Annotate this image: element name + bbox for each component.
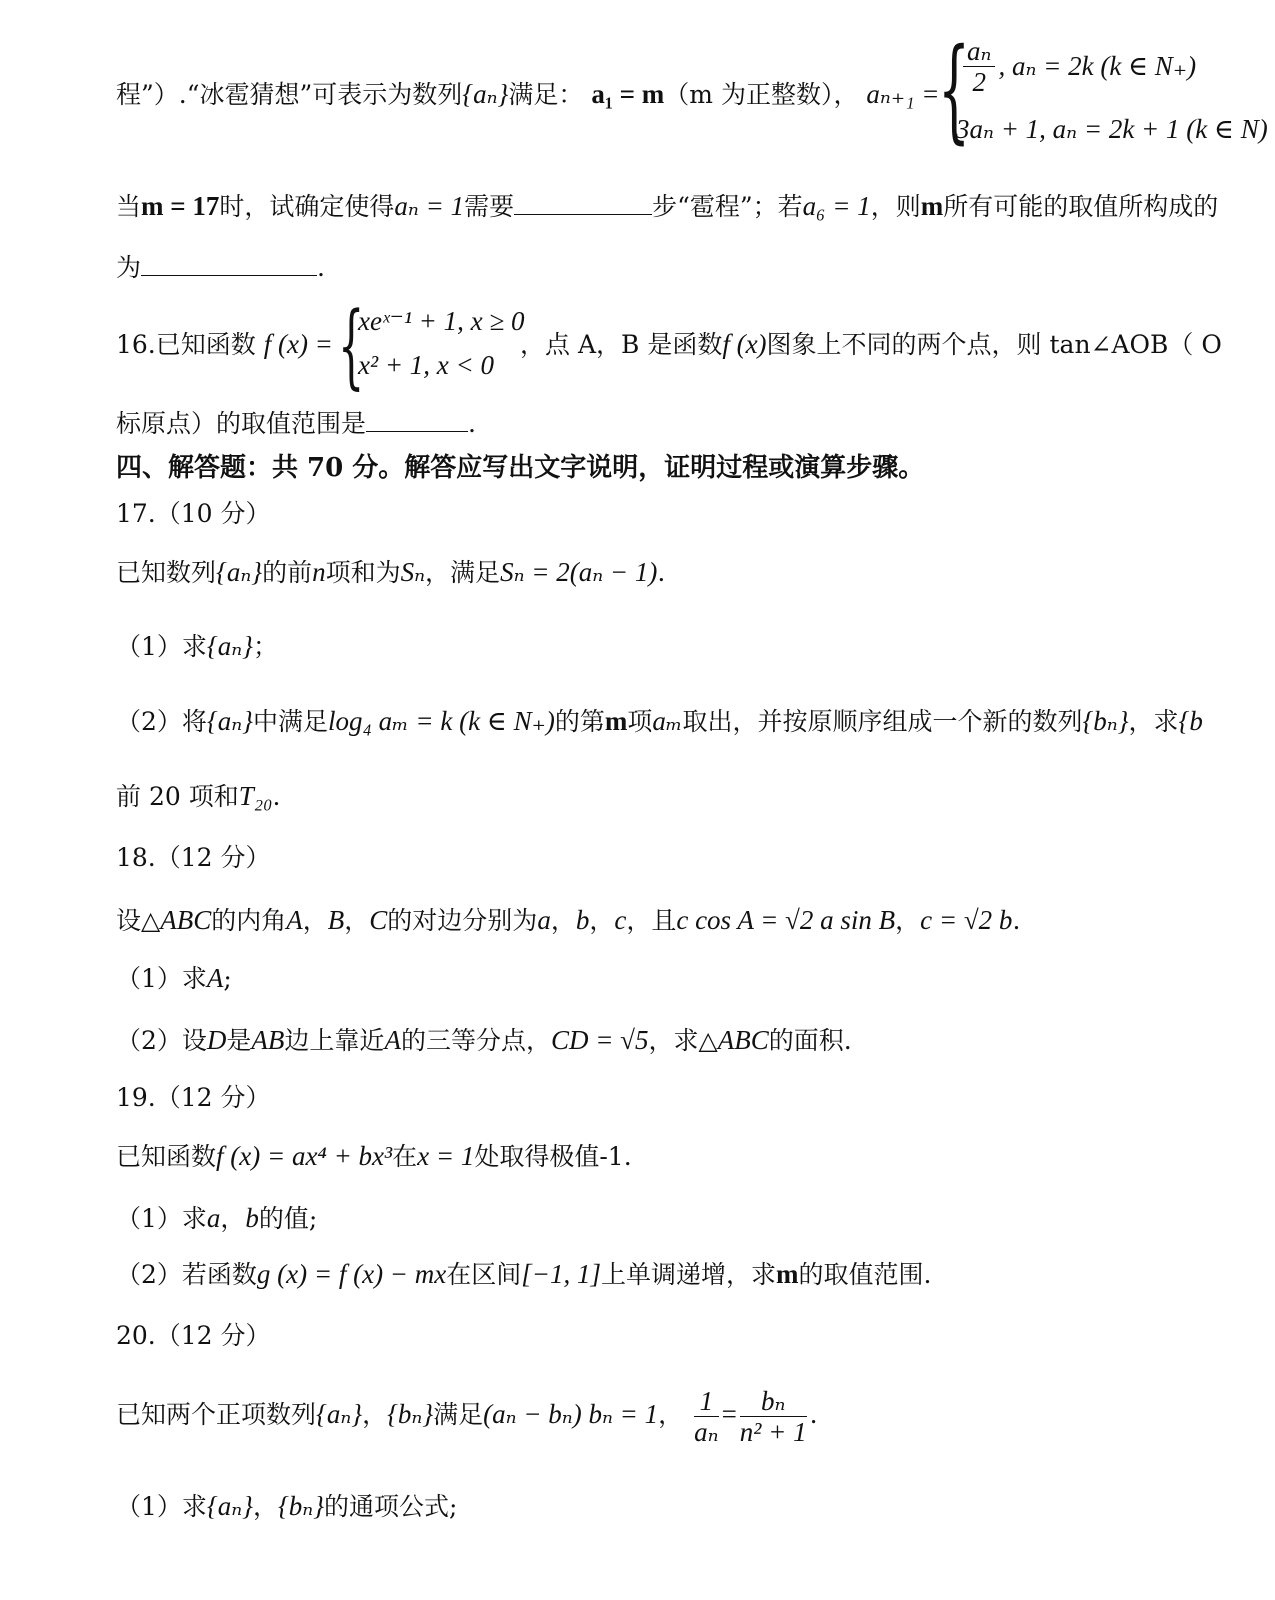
q15-m17: m = 17 (141, 191, 220, 221)
q18-part1 (116, 962, 232, 995)
q16-mid: ，点 A，B 是函数 (520, 330, 723, 359)
q17-p2-a: （2）将 (116, 707, 207, 736)
q17-p2-am: aₘ (652, 706, 683, 736)
q16-num: 16.已知函数 (116, 330, 256, 359)
q16-case2: x² + 1, x < 0 (358, 350, 495, 380)
q18-p2-eq: CD = √5 (550, 1025, 649, 1055)
q17-stem-e: . (657, 558, 666, 587)
q17-p3-b: . (272, 782, 281, 811)
q18-p2-D: D (206, 1025, 227, 1055)
q20-frac1-den: aₙ (694, 1417, 719, 1447)
q17-p2-seq: {aₙ} (206, 706, 253, 736)
q15-satisfy: 满足： (508, 80, 584, 109)
q17-p2-bn: {bₙ} (1082, 706, 1129, 736)
q20-frac1-num: 1 (694, 1386, 718, 1417)
q17-p2-f: ，求 (1128, 707, 1179, 736)
q18-comma: ， (895, 906, 921, 935)
q18-c: c (614, 905, 627, 935)
q15-case2: 3aₙ + 1, aₙ = 2k + 1 (k ∈ N) (956, 114, 1268, 144)
q16-line2-end: . (468, 409, 476, 438)
q17-p3-a: 前 20 项和 (116, 782, 239, 811)
q15-a1-eq: a₁ = m (591, 79, 665, 109)
q15-line2-e: ，则 (870, 192, 921, 221)
q20-dot: . (809, 1400, 818, 1429)
q20-seq-a: {aₙ} (316, 1399, 363, 1429)
q17-stem-c: 项和为 (325, 558, 401, 587)
q16-case1: xeˣ⁻¹ + 1, x ≥ 0 (358, 306, 525, 336)
q18-p2-f: 的面积. (768, 1026, 852, 1055)
q17-p2-b: 中满足 (252, 707, 328, 736)
q20-frac2-num: bₙ (740, 1386, 807, 1417)
q17-p1-a: （1）求 (116, 632, 207, 661)
q17-p2-e: 取出，并按原顺序组成一个新的数列 (682, 707, 1083, 736)
q19-stem-a: 已知函数 (116, 1142, 217, 1171)
q19-p1-var-b: b (245, 1203, 259, 1233)
q15-a6: a₆ = 1 (802, 191, 871, 221)
q18-heading: 18.（12 分） (116, 843, 271, 872)
q15-blank-1[interactable] (514, 213, 652, 215)
q17-p1-seq: {aₙ} (206, 631, 253, 661)
q16-tail: 图象上不同的两个点，则 tan∠AOB（ O (766, 330, 1222, 359)
q20-stem-b: 满足 (433, 1400, 484, 1429)
q15-line2-b: 时，试确定使得 (219, 192, 395, 221)
q17-stem-d: ，满足 (425, 558, 501, 587)
q18-stem-b: 的内角 (211, 906, 287, 935)
q15-line3 (116, 252, 325, 284)
q19-stem-c: 处取得极值-1. (474, 1142, 632, 1171)
q19-p1-a: （1）求 (116, 1204, 207, 1233)
q19-p1-b: ， (220, 1204, 246, 1233)
q18-p1-A: A (206, 963, 224, 993)
q15-line2-c: 需要 (464, 192, 515, 221)
q20-heading: 20.（12 分） (116, 1321, 271, 1350)
q19-p1-var-a: a (206, 1203, 221, 1233)
q15-case1-num: aₙ (963, 36, 995, 67)
q19-part2 (116, 1258, 931, 1291)
q18-b: b (575, 905, 590, 935)
q15-seq: {aₙ} (462, 79, 509, 109)
q18-stem-d: ，且 (626, 906, 677, 935)
q17-p2-m: m (604, 706, 628, 736)
q17-eq: Sₙ = 2(aₙ − 1) (500, 557, 658, 587)
q18-p2-e: ，求△ (648, 1026, 718, 1055)
q19-p2-d: 的取值范围. (798, 1260, 932, 1289)
q19-x1: x = 1 (417, 1141, 475, 1171)
q17-seq: {aₙ} (216, 557, 263, 587)
q18-p2-ABC: ABC (717, 1025, 769, 1055)
q15-case1-cond: , aₙ = 2k (k ∈ N₊) (998, 51, 1197, 81)
q15-an1: aₙ = 1 (394, 191, 465, 221)
q15-text: 程”）.“冰雹猜想”可表示为数列 (116, 80, 463, 109)
q18-p2-a: （2）设 (116, 1026, 207, 1055)
q18-p1-a: （1）求 (116, 964, 207, 993)
q20-sep: ， (362, 1400, 388, 1429)
q17-p1-b: ； (252, 632, 278, 661)
q18-stem: 设△ABC的内角A，B，C的对边分别为a，b，c，且c cos A = √2 a sin B，c = √2 b. (116, 905, 1021, 935)
q16-line1 (116, 328, 333, 361)
q20-frac-2 (740, 1386, 807, 1447)
q15-line1 (116, 78, 939, 111)
q15-line2-a: 当 (116, 192, 142, 221)
q19-p2-m: m (776, 1259, 799, 1289)
q19-stem-b: 在 (392, 1142, 418, 1171)
q18-eq1: c cos A = √2 a sin B (676, 905, 896, 935)
q17-p2-g: {b (1178, 706, 1203, 736)
q20-comma: ， (658, 1400, 684, 1429)
q19-part1 (116, 1202, 317, 1235)
q19-stem (116, 1140, 632, 1173)
q18-A: A (286, 905, 303, 935)
q20-stem-a: 已知两个正项数列 (116, 1400, 317, 1429)
q18-stem-a: 设△ (116, 906, 161, 935)
q17-p3-t20: T₂₀ (238, 781, 273, 811)
q16-line1-tail (520, 328, 1222, 361)
q18-p2-b: 是 (226, 1026, 252, 1055)
q18-p2-A: A (384, 1025, 401, 1055)
q19-p2-g: g (x) = f (x) − mx (256, 1259, 447, 1289)
q20-p1-b: 的通项公式; (324, 1492, 458, 1521)
q20-stem (116, 1382, 818, 1447)
q17-p2-log: log₄ aₘ = k (k ∈ N₊) (327, 706, 555, 736)
q15-brace: { (938, 25, 971, 155)
q18-C: C (369, 905, 388, 935)
q15-m: m (920, 191, 944, 221)
q20-eq-sign: = (721, 1399, 737, 1429)
q15-case1-den: 2 (972, 67, 986, 97)
q18-stem-c: 的对边分别为 (387, 906, 538, 935)
q17-p2-d: 项 (627, 707, 653, 736)
q15-case1 (960, 36, 1196, 97)
q17-heading: 17.（10 分） (116, 499, 271, 528)
q18-p2-AB: AB (251, 1025, 285, 1055)
q17-stem-a: 已知数列 (116, 558, 217, 587)
q16-f2: f (x) (722, 329, 767, 359)
q15-line3-end: . (317, 253, 325, 282)
q16-line2-text: 标原点）的取值范围是 (116, 409, 367, 438)
q20-p1-sep: ， (252, 1492, 278, 1521)
q20-seq-b: {bₙ} (387, 1399, 434, 1429)
q15-line2 (116, 190, 1218, 223)
q19-p2-c: 上单调递增，求 (601, 1260, 777, 1289)
q19-p2-a: （2）若函数 (116, 1260, 257, 1289)
q18-dot: . (1012, 906, 1021, 935)
q17-part1 (116, 630, 278, 663)
q15-line2-f: 所有可能的取值所构成的 (943, 192, 1219, 221)
q16-f: f (x) = (263, 329, 333, 359)
q20-part1 (116, 1490, 457, 1523)
q15-blank-2[interactable] (141, 274, 317, 276)
q18-p2-d: 的三等分点， (400, 1026, 551, 1055)
q15-line3-text: 为 (116, 253, 142, 282)
q19-p2-interval: [−1, 1] (521, 1259, 602, 1289)
q20-p1-a: （1）求 (116, 1492, 207, 1521)
q20-p1-seq-b: {bₙ} (277, 1491, 325, 1521)
q18-p1-b: ; (223, 964, 232, 993)
q20-p1-seq-a: {aₙ} (206, 1491, 253, 1521)
q19-heading: 19.（12 分） (116, 1083, 271, 1112)
q15-a1-note: （m 为正整数）， (664, 80, 859, 109)
q20-frac-1 (694, 1386, 718, 1447)
q17-stem-b: 的前 (262, 558, 313, 587)
section-4-heading: 四、解答题：共 70 分。解答应写出文字说明，证明过程或演算步骤。 (116, 453, 925, 483)
q17-stem (116, 556, 665, 589)
q18-abc: ABC (160, 905, 212, 935)
q19-p2-b: 在区间 (446, 1260, 522, 1289)
q17-part2 (116, 705, 1203, 738)
q18-B: B (327, 905, 345, 935)
q17-p2-c: 的第 (554, 707, 605, 736)
q20-frac2-den: n² + 1 (739, 1417, 807, 1447)
q17-n: n (312, 557, 326, 587)
q18-part2 (116, 1024, 852, 1057)
q15-case1-frac (963, 36, 995, 97)
q16-blank[interactable] (366, 430, 468, 432)
q15-lhs: aₙ₊₁ = (866, 79, 940, 109)
q18-eq2: c = √2 b (920, 905, 1013, 935)
q15-line2-d: 步“雹程”；若 (652, 192, 803, 221)
q17-sn: Sₙ (400, 557, 426, 587)
q18-a: a (537, 905, 551, 935)
q16-line2 (116, 408, 476, 440)
q17-part2-cont (116, 780, 280, 813)
q19-eq: f (x) = ax⁴ + bx³ (216, 1141, 393, 1171)
q19-p1-c: 的值; (258, 1204, 318, 1233)
q16-brace: { (338, 292, 365, 399)
q18-p2-c: 边上靠近 (284, 1026, 385, 1055)
q20-eq1: (aₙ − bₙ) bₙ = 1 (483, 1399, 659, 1429)
